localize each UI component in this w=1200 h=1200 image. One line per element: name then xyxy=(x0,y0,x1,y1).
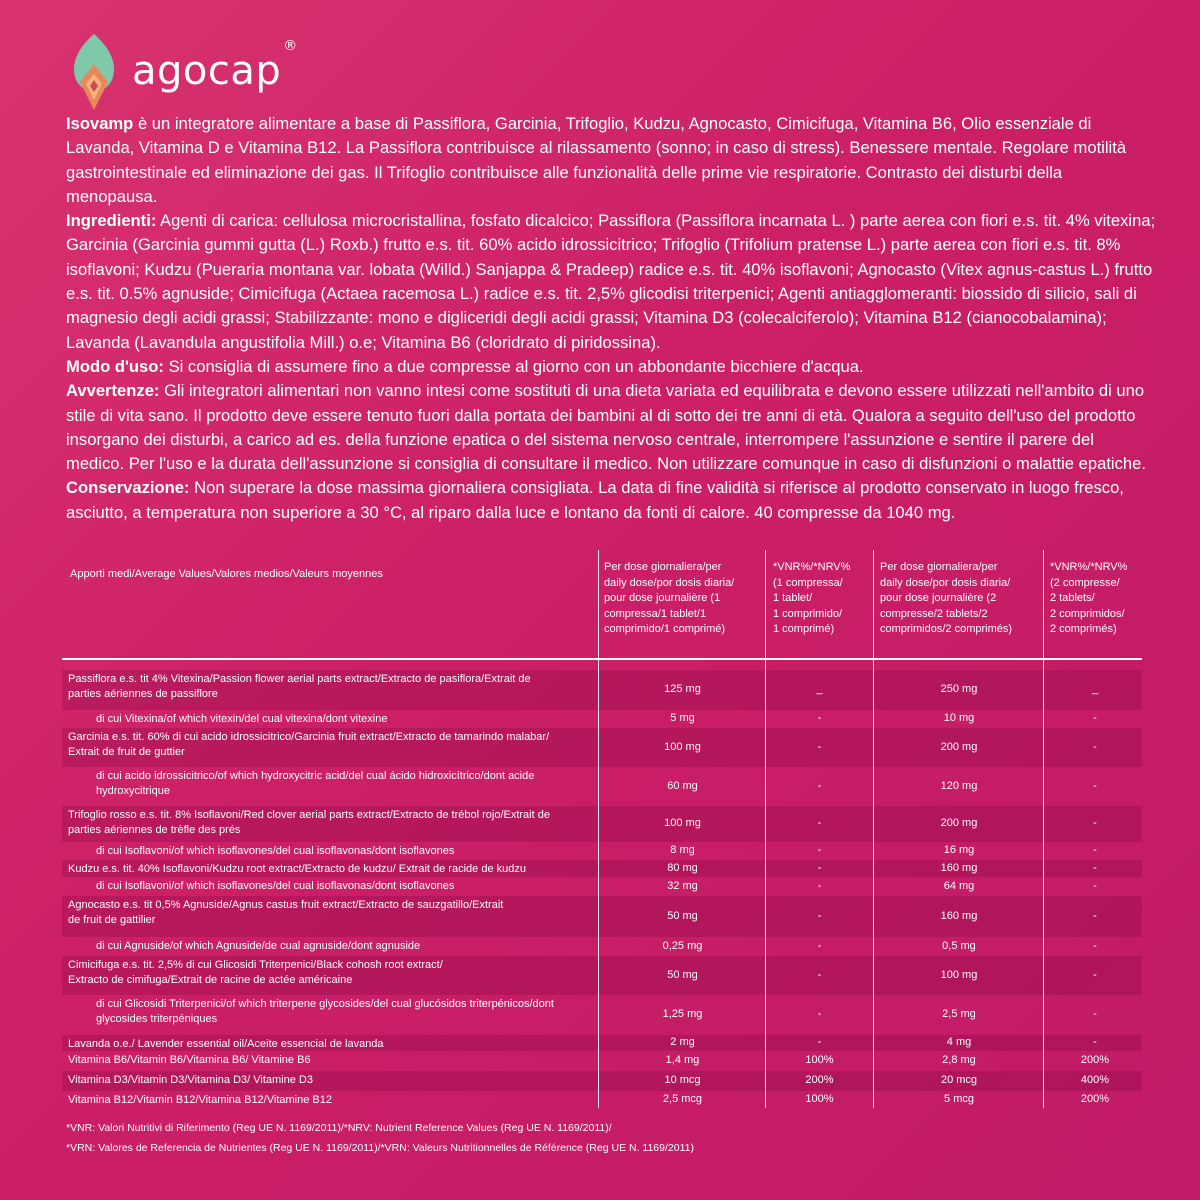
brand-logo xyxy=(66,30,298,112)
cell-d1: 100 mg xyxy=(664,740,701,753)
leaf-logo-icon xyxy=(66,30,122,112)
cell-v1: 100% xyxy=(805,1054,834,1066)
column-divider xyxy=(1043,550,1044,1108)
table-header xyxy=(62,550,1142,658)
footnote-line: *VNR: Valori Nutritivi di Riferimento (Reg UE N. 1169/2011)/*NRV: Nutrient Reference Values (Reg UE N. 1169/2011)/ xyxy=(66,1122,612,1134)
cell-d1: 32 mg xyxy=(667,879,698,892)
cell-v1: - xyxy=(817,968,822,981)
cell-v1: 200% xyxy=(805,1074,834,1086)
cell-v2: - xyxy=(1093,712,1097,724)
header-line: compressa/1 tablet/1 xyxy=(604,607,707,620)
header-vnr-2 xyxy=(1050,560,1150,638)
table-row xyxy=(62,956,1142,995)
footnote-line: *VRN: Valores de Referencia de Nutrientes (Reg UE N. 1169/2011)/*VRN: Valeurs Nutritionnelles de Référence (Reg UE N. 1169/2011) xyxy=(66,1142,694,1154)
cell-d2: 160 mg xyxy=(940,909,978,922)
table-row xyxy=(62,995,1142,1035)
ingredienti-text: Agenti di carica: cellulosa microcristallina, fosfato dicalcico; Passiflora (Passiflora incarnata L. ) parte aerea con fiori e.s. tit. 4% vitexina; Garcinia (Garcinia gummi gutta (L.) Roxb.) frutto e.s. tit. 60% acido idrossicitrico; Trifoglio (Trifolium pratense L.) parte aerea con fiori e.s. tit. 8% isoflavoni; Kudzu (Pueraria montana var. lobata (Willd.) Sanjappa & Pradeep) radice e.s. tit. 40% isoflavoni; Agnocasto (Vitex agnus-castus L.) frutto e.s. tit. 0.5% agnuside; Cimicifuga (Actaea racemosa L.) radice e.s. tit. 2,5% glicodisi triterpenici; Agenti antiagglomeranti: biossido di silicio, sali di magnesio degli acidi grassi; Stabilizzante: mono e digliceridi degli acidi grassi; Vitamina D3 (colecalciferolo); Vitamina B12 (cianocobalamina); Lavanda (Lavandula angustifolia Mill.) o.e; Vitamina B6 (cloridrato di piridossina). xyxy=(66,211,1156,352)
header-line: 2 comprimés) xyxy=(1050,623,1117,635)
cell-v1: - xyxy=(817,939,822,952)
row-label xyxy=(68,1053,311,1068)
header-line: 1 comprimé) xyxy=(773,623,835,635)
cell-d1: 0,25 mg xyxy=(662,939,703,952)
row-label-line: Extracto de cimifuga/Extrait de racine de actée américaine xyxy=(68,974,353,986)
cell-v2: - xyxy=(1093,861,1097,874)
cell-v1: - xyxy=(817,909,822,922)
cell-d1: 1,25 mg xyxy=(662,1008,703,1020)
header-line: daily dose/por dosis diaria/ xyxy=(880,576,1011,589)
cell-d2: 250 mg xyxy=(940,683,978,695)
cell-d2: 120 mg xyxy=(940,779,978,792)
row-label xyxy=(68,1037,384,1052)
conservazione-text: Non superare la dose massima giornaliera consigliata. La data di fine validità si riferisce al prodotto conservato in luogo fresco, asciutto, a temperatura non superiore a 30 °C, al riparo dalla luce e lontano da fonti di calore. 40 compresse da 1040 mg. xyxy=(66,478,1124,522)
header-line: pour dose journalière (1 xyxy=(604,592,721,604)
modo-text: Si consiglia di assumere fino a due compresse al giorno con un abbondante bicchiere d'acqua. xyxy=(163,356,864,376)
row-label-line: di cui Isoflavoni/of which isoflavones/del cual isoflavonas/dont isoflavones xyxy=(96,845,455,857)
cell-v2: - xyxy=(1093,909,1097,922)
cell-d2: 200 mg xyxy=(940,817,978,829)
table-row xyxy=(62,710,1142,728)
cell-d2: 4 mg xyxy=(946,1036,972,1048)
cell-v1: 100% xyxy=(805,1093,834,1105)
header-line: Per dose giornaliera/per xyxy=(604,561,722,573)
table-row xyxy=(62,1091,1142,1109)
row-label-line: Garcinia e.s. tit. 60% di cui acido idrossicitrico/Garcinia fruit extract/Extracto de tamarindo malabar/ xyxy=(68,731,550,743)
row-label-line: di cui Vitexina/of which vitexin/del cual vitexina/dont vitexine xyxy=(96,713,388,725)
cell-d2: 160 mg xyxy=(940,861,978,874)
product-description xyxy=(66,112,1156,525)
row-label xyxy=(68,1093,332,1108)
ingredienti-label: Ingredienti: xyxy=(66,211,157,231)
cell-v2: - xyxy=(1093,844,1097,856)
header-line: 1 comprimido/ xyxy=(773,607,843,620)
row-label xyxy=(96,712,387,727)
header-line: (1 compressa/ xyxy=(773,576,843,589)
row-label xyxy=(96,997,554,1027)
cell-d2: 0,5 mg xyxy=(942,939,976,952)
cell-v2: - xyxy=(1093,968,1097,981)
row-label-line: Passiflora e.s. tit 4% Vitexina/Passion flower aerial parts extract/Extracto de pasiflora/Extrait de xyxy=(68,673,531,685)
cell-v2: 200% xyxy=(1080,1054,1110,1066)
row-label-line: glycosides triterpéniques xyxy=(96,1013,218,1025)
cell-v2: _ xyxy=(1091,683,1099,695)
row-label-line: di cui Isoflavoni/of which isoflavones/del cual isoflavonas/dont isoflavones xyxy=(96,880,455,892)
row-label-line: parties aériennes de passiflore xyxy=(68,688,218,700)
header-line: *VNR%/*NRV% xyxy=(1050,561,1128,573)
header-line: Per dose giornaliera/per xyxy=(880,561,998,573)
header-line: comprimido/1 comprimé) xyxy=(604,623,726,635)
cell-d1: 100 mg xyxy=(664,817,701,829)
cell-d1: 80 mg xyxy=(667,861,698,874)
row-label-line: Vitamina B12/Vitamin B12/Vitamina B12/Vitamine B12 xyxy=(68,1094,332,1106)
cell-d1: 125 mg xyxy=(664,683,701,695)
table-row xyxy=(62,877,1142,896)
row-label xyxy=(68,1073,313,1088)
cell-d2: 20 mcg xyxy=(940,1074,978,1086)
cell-d2: 2,5 mg xyxy=(942,1008,976,1020)
header-average-values: Apporti medi/Average Values/Valores medios/Valeurs moyennes xyxy=(70,568,383,580)
cell-v1: - xyxy=(817,1008,822,1020)
header-line: *VNR%/*NRV% xyxy=(773,561,851,573)
row-label-line: di cui Agnuside/of which Agnuside/de cual agnuside/dont agnuside xyxy=(96,940,421,952)
cell-d1: 10 mcg xyxy=(664,1074,701,1086)
header-line: pour dose journalière (2 xyxy=(880,592,997,604)
row-label xyxy=(96,844,454,859)
table-row xyxy=(62,896,1142,937)
table-row xyxy=(62,937,1142,956)
cell-v1: - xyxy=(817,817,822,829)
row-label-line: Agnocasto e.s. tit 0,5% Agnuside/Agnus castus fruit extract/Extracto de sauzgatillo/Extrait xyxy=(68,899,504,911)
cell-d2: 2,8 mg xyxy=(942,1054,976,1066)
row-label-line: di cui Glicosidi Triterpenici/of which triterpene glycosides/del cual glucósidos triterpénicos/dont xyxy=(96,998,554,1010)
cell-v1: - xyxy=(817,740,822,753)
cell-d1: 8 mg xyxy=(670,844,695,856)
row-label xyxy=(68,898,503,928)
header-line: 2 tablets/ xyxy=(1050,592,1095,604)
cell-d2: 5 mcg xyxy=(944,1093,974,1105)
cell-v1: - xyxy=(817,779,822,792)
row-label xyxy=(68,862,526,877)
row-label xyxy=(96,769,534,799)
isovamp-label: Isovamp xyxy=(66,114,134,133)
brand-name: agocap® xyxy=(132,38,298,94)
cell-d1: 50 mg xyxy=(667,909,698,922)
row-label-line: parties aériennes de trèfle des prés xyxy=(68,824,241,836)
row-label xyxy=(96,939,420,954)
row-label-line: hydroxycitrique xyxy=(96,785,170,797)
cell-d1: 2,5 mcg xyxy=(662,1093,703,1105)
avvertenze-label: Avvertenze: xyxy=(66,381,160,401)
table-row xyxy=(62,1035,1142,1051)
row-label-line: Trifoglio rosso e.s. tit. 8% Isoflavoni/Red clover aerial parts extract/Extracto de trébol rojo/Extrait de xyxy=(68,809,550,821)
row-label-line: Cimicifuga e.s. tit. 2,5% di cui Glicosidi Triterpenici/Black cohosh root extract/ xyxy=(68,959,443,971)
cell-v1: _ xyxy=(816,683,823,695)
column-divider xyxy=(598,550,599,1108)
row-label xyxy=(68,672,531,702)
footnotes xyxy=(66,1118,694,1158)
table-row xyxy=(62,1051,1142,1071)
cell-d1: 50 mg xyxy=(667,968,698,981)
table-row xyxy=(62,670,1142,710)
header-vnr-1 xyxy=(773,560,873,638)
cell-d1: 2 mg xyxy=(670,1036,695,1048)
cell-v2: 400% xyxy=(1080,1074,1110,1086)
row-label-line: Vitamina B6/Vitamin B6/Vitamina B6/ Vitamine B6 xyxy=(68,1054,311,1066)
conservazione-label: Conservazione: xyxy=(66,478,190,498)
row-label-line: Vitamina D3/Vitamin D3/Vitamina D3/ Vitamine D3 xyxy=(68,1074,313,1086)
cell-v2: 200% xyxy=(1080,1093,1110,1105)
modo-label: Modo d'uso: xyxy=(66,356,164,376)
cell-v2: - xyxy=(1093,779,1097,792)
table-row xyxy=(62,728,1142,767)
table-row xyxy=(62,806,1142,842)
header-line: comprimidos/2 comprimés) xyxy=(880,623,1013,635)
header-line: (2 compresse/ xyxy=(1050,576,1120,589)
header-line: daily dose/por dosis diaria/ xyxy=(604,576,735,589)
header-divider xyxy=(62,658,1142,660)
header-line: compresse/2 tablets/2 xyxy=(880,607,988,620)
cell-d1: 5 mg xyxy=(670,712,695,724)
cell-v1: - xyxy=(817,844,822,856)
row-label xyxy=(68,730,549,760)
header-line: 2 comprimidos/ xyxy=(1050,607,1125,620)
table-row xyxy=(62,767,1142,806)
cell-d2: 64 mg xyxy=(943,879,975,892)
cell-v2: - xyxy=(1093,939,1097,952)
cell-v1: - xyxy=(817,861,822,874)
cell-v2: - xyxy=(1093,879,1097,892)
table-row xyxy=(62,1071,1142,1091)
row-label xyxy=(68,808,550,838)
cell-v1: - xyxy=(817,1036,822,1048)
row-label-line: de fruit de gattilier xyxy=(68,914,156,926)
cell-d2: 100 mg xyxy=(940,968,978,981)
row-label-line: Extrait de fruit de guttier xyxy=(68,746,185,758)
cell-v2: - xyxy=(1093,1008,1097,1020)
table-row xyxy=(62,842,1142,860)
header-dose-1 xyxy=(604,560,764,638)
header-line: 1 tablet/ xyxy=(773,592,813,604)
column-divider xyxy=(873,550,874,1108)
cell-d2: 10 mg xyxy=(943,712,975,724)
cell-v1: - xyxy=(817,712,822,724)
cell-d2: 16 mg xyxy=(943,844,975,856)
cell-v1: - xyxy=(817,879,822,892)
cell-d1: 1,4 mg xyxy=(665,1054,700,1066)
cell-d1: 60 mg xyxy=(667,779,698,792)
row-label-line: Kudzu e.s. tit. 40% Isoflavoni/Kudzu root extract/Extracto de kudzu/ Extrait de racide de kudzu xyxy=(68,863,526,875)
row-label xyxy=(68,958,443,988)
row-label-line: Lavanda o.e./ Lavender essential oil/Aceite essencial de lavanda xyxy=(68,1038,384,1050)
cell-v2: - xyxy=(1093,1036,1097,1048)
avvertenze-text: Gli integratori alimentari non vanno intesi come sostituti di una dieta variata ed equilibrata e devono essere utilizzati nell'ambito di uno stile di vita sano. Il prodotto deve essere tenuto fuori dalla portata dei bambini al di sotto dei tre anni di età. Qualora a seguito dell'uso del prodotto insorgano dei disturbi, a carico ad es. della funzione epatica o del sistema nervoso centrale, interrompere l'assunzione e sentire il parere del medico. Per l'uso e la durata dell'assunzione si consiglia di consultare il medico. Non utilizzare comunque in caso di disfunzioni o malattie epatiche. xyxy=(66,381,1146,474)
column-divider xyxy=(765,550,766,1108)
header-dose-2 xyxy=(880,560,1050,638)
cell-v2: - xyxy=(1093,817,1097,829)
isovamp-text: è un integratore alimentare a base di Passiflora, Garcinia, Trifoglio, Kudzu, Agnocasto, Cimicifuga, Vitamina B6, Olio essenziale di Lavanda, Vitamina D e Vitamina B12. La Passiflora contribuisce al rilassamento (sonno; in caso di stress). Benessere mentale. Regolare motilità gastrointestinale ed eliminazione dei gas. Il Trifoglio contribuisce alle funzionalità delle prime vie respiratorie. Contrasto dei disturbi della menopausa. xyxy=(66,114,1127,206)
row-label xyxy=(96,879,454,894)
table-row xyxy=(62,860,1142,877)
cell-v2: - xyxy=(1093,740,1097,753)
cell-d2: 200 mg xyxy=(940,740,978,753)
row-label-line: di cui acido idrossicitrico/of which hydroxycitric acid/del cual ácido hidroxicítrico/dont acide xyxy=(96,770,535,782)
